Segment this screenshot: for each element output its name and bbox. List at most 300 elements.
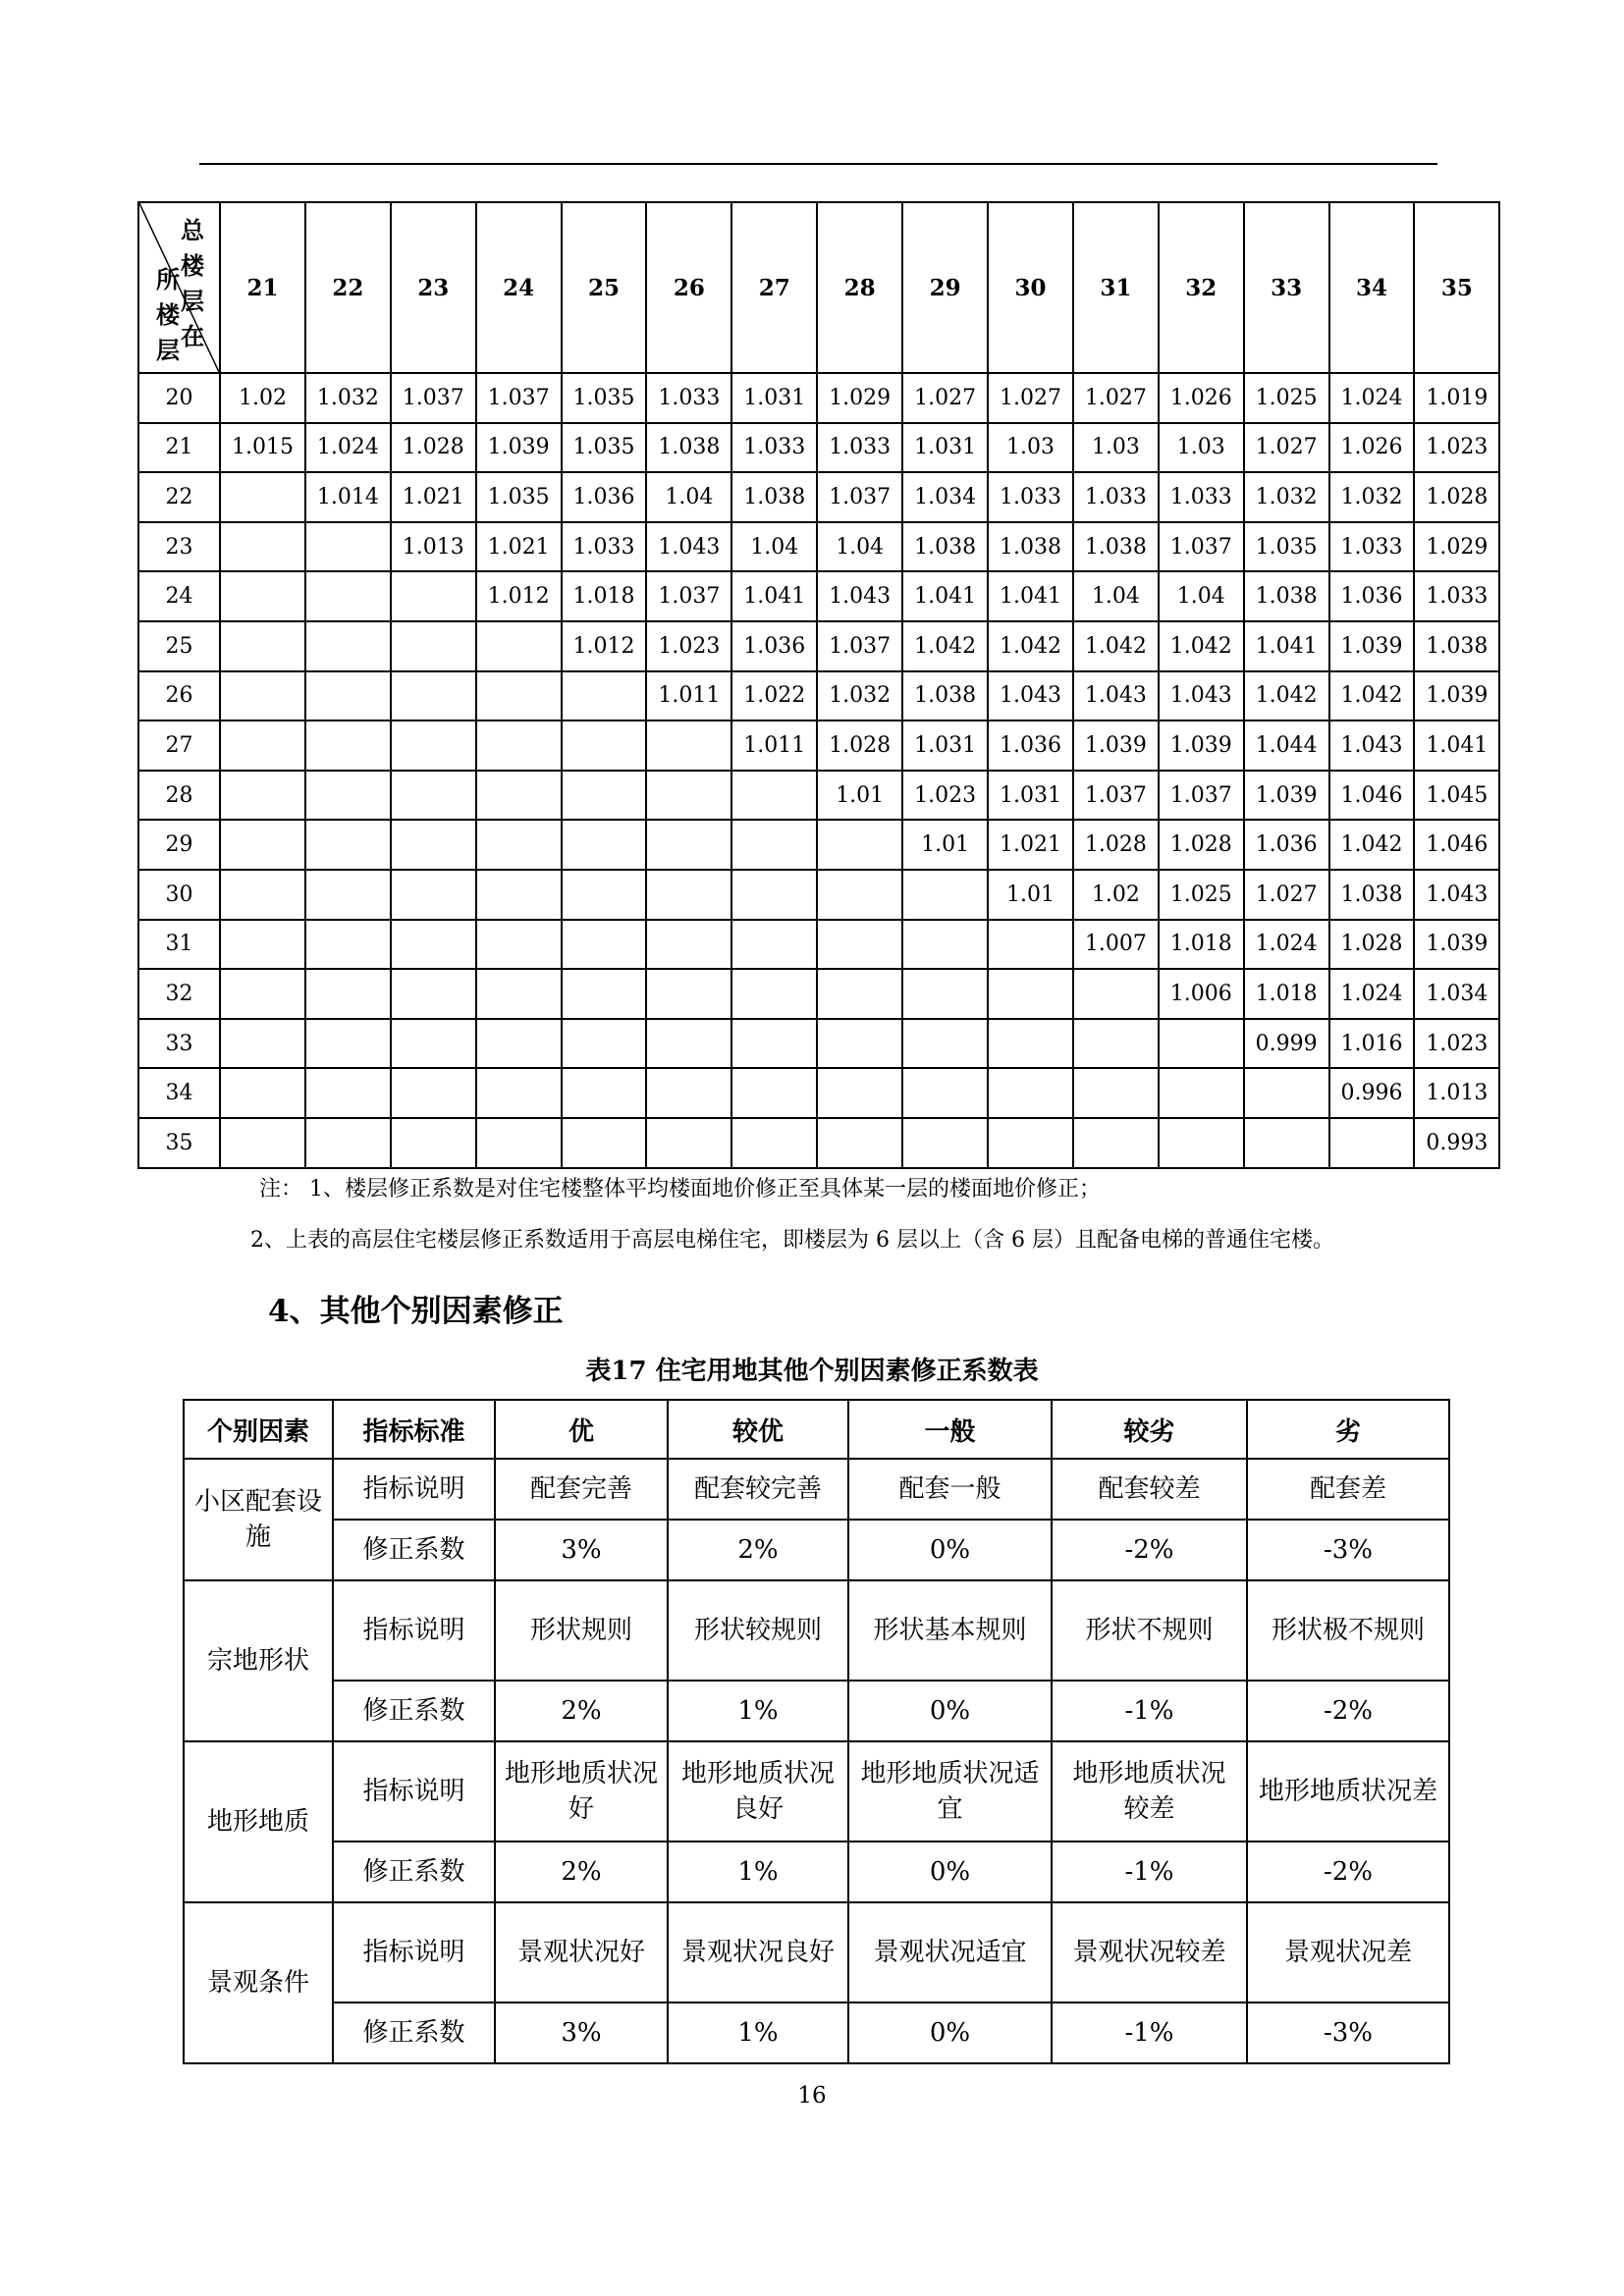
coefficient-cell: 1.02 <box>1073 870 1159 920</box>
coefficient-cell: 1.033 <box>731 423 817 473</box>
coefficient-value: 1% <box>668 1842 848 1902</box>
row-header-floor: 27 <box>138 721 220 771</box>
coefficient-value: -1% <box>1052 1842 1247 1902</box>
floor-table-header-row <box>138 202 1499 373</box>
coefficient-cell <box>562 771 647 821</box>
coefficient-cell: 1.031 <box>988 771 1073 821</box>
coefficient-cell <box>305 522 391 572</box>
coefficient-cell: 1.019 <box>1414 373 1499 423</box>
coefficient-cell: 0.996 <box>1329 1068 1415 1118</box>
coefficient-cell: 1.038 <box>1414 621 1499 671</box>
coefficient-cell <box>988 1019 1073 1069</box>
coefficient-cell <box>305 721 391 771</box>
indicator-description: 地形地质状况差 <box>1247 1741 1449 1842</box>
table-row <box>184 1520 1449 1580</box>
coefficient-cell: 1.025 <box>1244 373 1329 423</box>
coefficient-cell <box>646 721 731 771</box>
indicator-description: 景观状况好 <box>495 1902 668 2002</box>
coefficient-cell: 1.041 <box>731 571 817 621</box>
table-row <box>184 1842 1449 1902</box>
coefficient-cell: 1.036 <box>1244 820 1329 870</box>
coefficient-cell <box>220 820 305 870</box>
coefficient-cell: 1.033 <box>988 472 1073 522</box>
coefficient-cell: 1.04 <box>646 472 731 522</box>
coefficient-cell <box>220 1118 305 1168</box>
coefficient-label: 修正系数 <box>333 2002 495 2063</box>
row-header-floor: 24 <box>138 571 220 621</box>
row-header-floor: 26 <box>138 671 220 721</box>
coefficient-cell: 1.03 <box>1159 423 1244 473</box>
coefficient-cell: 1.035 <box>562 423 647 473</box>
table-row <box>138 870 1499 920</box>
coefficient-cell <box>476 820 562 870</box>
coefficient-cell <box>731 870 817 920</box>
coefficient-cell: 1.021 <box>391 472 476 522</box>
corner-diagonal-cell <box>138 202 220 373</box>
coefficient-cell: 1.038 <box>646 423 731 473</box>
coefficient-cell <box>902 920 988 970</box>
coefficient-cell <box>1244 1118 1329 1168</box>
coefficient-cell <box>817 870 902 920</box>
coefficient-cell: 1.028 <box>391 423 476 473</box>
coefficient-cell: 1.035 <box>476 472 562 522</box>
coefficient-cell: 1.024 <box>1329 969 1415 1019</box>
coefficient-cell: 0.993 <box>1414 1118 1499 1168</box>
coefficient-value: 1% <box>668 1681 848 1741</box>
indicator-description: 地形地质状况好 <box>495 1741 668 1842</box>
note-2: 2、上表的高层住宅楼层修正系数适用于高层电梯住宅，即楼层为 6 层以上（含 6 层）且配备电梯的普通住宅楼。 <box>250 1228 1334 1253</box>
coefficient-cell <box>305 969 391 1019</box>
coefficient-cell <box>562 1019 647 1069</box>
coefficient-cell: 1.026 <box>1329 423 1415 473</box>
coefficient-cell: 1.024 <box>305 423 391 473</box>
coefficient-cell: 1.043 <box>1073 671 1159 721</box>
table-row <box>184 1741 1449 1842</box>
coefficient-value: 3% <box>495 2002 668 2063</box>
coefficient-cell: 1.043 <box>988 671 1073 721</box>
coefficient-cell <box>1159 1118 1244 1168</box>
indicator-description: 景观状况差 <box>1247 1902 1449 2002</box>
coefficient-cell: 1.027 <box>902 373 988 423</box>
coefficient-cell <box>817 969 902 1019</box>
column-header-total-floors: 34 <box>1329 202 1415 373</box>
table-row <box>138 820 1499 870</box>
coefficient-cell <box>731 820 817 870</box>
coefficient-cell: 1.041 <box>988 571 1073 621</box>
coefficient-cell: 1.034 <box>902 472 988 522</box>
table-row <box>138 423 1499 473</box>
coefficient-cell <box>646 870 731 920</box>
coefficient-cell <box>305 1019 391 1069</box>
coefficient-cell <box>1244 1068 1329 1118</box>
coefficient-cell <box>220 621 305 671</box>
coefficient-cell: 1.015 <box>220 423 305 473</box>
coefficient-value: -2% <box>1052 1520 1247 1580</box>
column-header-total-floors: 23 <box>391 202 476 373</box>
coefficient-cell <box>391 1118 476 1168</box>
coefficient-cell: 1.046 <box>1329 771 1415 821</box>
coefficient-cell: 1.028 <box>1329 920 1415 970</box>
coefficient-cell: 1.039 <box>1073 721 1159 771</box>
coefficient-cell: 1.036 <box>988 721 1073 771</box>
coefficient-cell: 1.012 <box>476 571 562 621</box>
coefficient-cell: 1.042 <box>902 621 988 671</box>
coefficient-cell: 1.032 <box>1329 472 1415 522</box>
indicator-description: 景观状况适宜 <box>848 1902 1052 2002</box>
row-header-floor: 35 <box>138 1118 220 1168</box>
coefficient-cell: 1.027 <box>1244 423 1329 473</box>
coefficient-cell: 1.042 <box>1329 820 1415 870</box>
coefficient-cell <box>646 771 731 821</box>
coefficient-cell <box>902 1118 988 1168</box>
coefficient-cell <box>1073 1068 1159 1118</box>
coefficient-value: 2% <box>495 1681 668 1741</box>
coefficient-cell: 1.033 <box>562 522 647 572</box>
coefficient-cell: 1.039 <box>1414 920 1499 970</box>
coefficient-cell: 1.044 <box>1244 721 1329 771</box>
coefficient-cell <box>391 820 476 870</box>
coefficient-cell: 1.038 <box>902 671 988 721</box>
coefficient-cell <box>476 1118 562 1168</box>
table-row <box>138 920 1499 970</box>
coefficient-cell <box>1159 1019 1244 1069</box>
coefficient-cell <box>305 870 391 920</box>
column-header-total-floors: 35 <box>1414 202 1499 373</box>
coefficient-value: 0% <box>848 1681 1052 1741</box>
coefficient-cell <box>646 820 731 870</box>
table-row <box>138 1118 1499 1168</box>
coefficient-cell <box>817 1019 902 1069</box>
coefficient-cell <box>988 1068 1073 1118</box>
header-rule <box>199 163 1437 165</box>
coefficient-value: -2% <box>1247 1842 1449 1902</box>
row-header-floor: 33 <box>138 1019 220 1069</box>
indicator-description: 配套较差 <box>1052 1459 1247 1520</box>
page-number: 16 <box>797 2083 827 2109</box>
coefficient-cell: 1.022 <box>731 671 817 721</box>
indicator-label: 指标说明 <box>333 1459 495 1520</box>
indicator-description: 地形地质状况适宜 <box>848 1741 1052 1842</box>
coefficient-cell <box>305 820 391 870</box>
coefficient-value: 1% <box>668 2002 848 2063</box>
coefficient-cell <box>646 1118 731 1168</box>
coefficient-cell: 0.999 <box>1244 1019 1329 1069</box>
coefficient-cell: 1.033 <box>1159 472 1244 522</box>
coefficient-cell: 1.023 <box>646 621 731 671</box>
column-header-total-floors: 32 <box>1159 202 1244 373</box>
coefficient-value: -1% <box>1052 1681 1247 1741</box>
coefficient-cell: 1.029 <box>1414 522 1499 572</box>
coefficient-cell: 1.021 <box>988 820 1073 870</box>
table-row <box>184 1902 1449 2002</box>
coefficient-cell: 1.016 <box>1329 1019 1415 1069</box>
coefficient-cell <box>988 1118 1073 1168</box>
coefficient-cell <box>391 621 476 671</box>
coefficient-cell <box>220 870 305 920</box>
column-header: 优 <box>495 1400 668 1459</box>
coefficient-cell: 1.039 <box>1414 671 1499 721</box>
coefficient-cell: 1.045 <box>1414 771 1499 821</box>
coefficient-cell: 1.038 <box>1073 522 1159 572</box>
table-row <box>138 621 1499 671</box>
coefficient-cell <box>305 1118 391 1168</box>
coefficient-cell <box>902 1068 988 1118</box>
coefficient-cell <box>731 969 817 1019</box>
coefficient-value: -3% <box>1247 2002 1449 2063</box>
coefficient-cell <box>1073 1118 1159 1168</box>
coefficient-cell <box>562 1118 647 1168</box>
coefficient-cell <box>305 671 391 721</box>
coefficient-cell: 1.028 <box>817 721 902 771</box>
table-row <box>138 1068 1499 1118</box>
coefficient-cell: 1.033 <box>646 373 731 423</box>
coefficient-cell: 1.036 <box>1329 571 1415 621</box>
coefficient-cell <box>391 920 476 970</box>
coefficient-cell <box>220 671 305 721</box>
column-header-total-floors: 29 <box>902 202 988 373</box>
coefficient-cell <box>476 771 562 821</box>
coefficient-value: -1% <box>1052 2002 1247 2063</box>
coefficient-cell <box>731 1118 817 1168</box>
indicator-description: 配套较完善 <box>668 1459 848 1520</box>
row-header-floor: 23 <box>138 522 220 572</box>
coefficient-cell <box>646 969 731 1019</box>
coefficient-value: 3% <box>495 1520 668 1580</box>
coefficient-label: 修正系数 <box>333 1520 495 1580</box>
coefficient-cell: 1.023 <box>1414 423 1499 473</box>
coefficient-cell: 1.036 <box>562 472 647 522</box>
column-header: 较优 <box>668 1400 848 1459</box>
coefficient-cell: 1.034 <box>1414 969 1499 1019</box>
coefficient-cell <box>220 721 305 771</box>
row-header-floor: 30 <box>138 870 220 920</box>
indicator-description: 配套差 <box>1247 1459 1449 1520</box>
coefficient-cell <box>391 771 476 821</box>
coefficient-cell: 1.037 <box>476 373 562 423</box>
coefficient-cell <box>562 920 647 970</box>
coefficient-cell: 1.03 <box>1073 423 1159 473</box>
coefficient-cell: 1.013 <box>1414 1068 1499 1118</box>
coefficient-cell: 1.042 <box>1329 671 1415 721</box>
coefficient-cell: 1.006 <box>1159 969 1244 1019</box>
coefficient-cell: 1.037 <box>1073 771 1159 821</box>
coefficient-cell: 1.031 <box>902 721 988 771</box>
indicator-description: 形状基本规则 <box>848 1580 1052 1681</box>
factor-table-header-row <box>184 1400 1449 1459</box>
coefficient-cell <box>476 1019 562 1069</box>
coefficient-cell <box>562 1068 647 1118</box>
indicator-description: 形状规则 <box>495 1580 668 1681</box>
table-row <box>184 1459 1449 1520</box>
coefficient-cell: 1.037 <box>817 472 902 522</box>
coefficient-cell: 1.033 <box>817 423 902 473</box>
row-header-floor: 28 <box>138 771 220 821</box>
coefficient-cell <box>305 571 391 621</box>
coefficient-cell <box>902 969 988 1019</box>
coefficient-cell: 1.035 <box>562 373 647 423</box>
coefficient-cell <box>562 721 647 771</box>
coefficient-cell: 1.023 <box>1414 1019 1499 1069</box>
table-row <box>138 571 1499 621</box>
coefficient-cell <box>476 671 562 721</box>
coefficient-cell <box>562 870 647 920</box>
coefficient-cell: 1.041 <box>1414 721 1499 771</box>
coefficient-cell: 1.033 <box>1329 522 1415 572</box>
row-header-floor: 29 <box>138 820 220 870</box>
coefficient-cell <box>476 1068 562 1118</box>
column-header-total-floors: 33 <box>1244 202 1329 373</box>
factor-correction-table <box>183 1399 1450 2064</box>
coefficient-cell: 1.032 <box>817 671 902 721</box>
indicator-description: 形状不规则 <box>1052 1580 1247 1681</box>
column-header-total-floors: 25 <box>562 202 647 373</box>
column-header-total-floors: 31 <box>1073 202 1159 373</box>
coefficient-value: 2% <box>668 1520 848 1580</box>
coefficient-cell <box>988 969 1073 1019</box>
coefficient-cell: 1.011 <box>646 671 731 721</box>
coefficient-value: -3% <box>1247 1520 1449 1580</box>
indicator-label: 指标说明 <box>333 1902 495 2002</box>
coefficient-cell <box>391 969 476 1019</box>
coefficient-cell: 1.042 <box>1159 621 1244 671</box>
row-header-floor: 20 <box>138 373 220 423</box>
row-header-floor: 34 <box>138 1068 220 1118</box>
indicator-description: 配套完善 <box>495 1459 668 1520</box>
table-row <box>138 671 1499 721</box>
row-header-floor: 32 <box>138 969 220 1019</box>
coefficient-cell <box>391 870 476 920</box>
coefficient-cell <box>220 1019 305 1069</box>
coefficient-label: 修正系数 <box>333 1842 495 1902</box>
table-row <box>138 522 1499 572</box>
column-header-total-floors: 22 <box>305 202 391 373</box>
coefficient-cell <box>817 820 902 870</box>
coefficient-cell: 1.024 <box>1329 373 1415 423</box>
column-header-total-floors: 24 <box>476 202 562 373</box>
coefficient-cell <box>817 1068 902 1118</box>
corner-label-current-floor: 所 楼层 <box>156 265 180 364</box>
coefficient-cell: 1.01 <box>902 820 988 870</box>
table-row <box>138 771 1499 821</box>
coefficient-cell <box>391 571 476 621</box>
coefficient-cell: 1.018 <box>1244 969 1329 1019</box>
factor-name: 小区配套设施 <box>184 1459 333 1580</box>
coefficient-cell: 1.038 <box>1329 870 1415 920</box>
coefficient-cell <box>220 472 305 522</box>
column-header: 较劣 <box>1052 1400 1247 1459</box>
coefficient-cell <box>220 920 305 970</box>
coefficient-cell <box>220 1068 305 1118</box>
coefficient-cell: 1.012 <box>562 621 647 671</box>
coefficient-cell: 1.046 <box>1414 820 1499 870</box>
coefficient-cell: 1.01 <box>988 870 1073 920</box>
coefficient-value: -2% <box>1247 1681 1449 1741</box>
coefficient-cell: 1.028 <box>1414 472 1499 522</box>
coefficient-cell <box>817 1118 902 1168</box>
coefficient-cell: 1.037 <box>646 571 731 621</box>
coefficient-cell <box>476 969 562 1019</box>
coefficient-cell <box>476 621 562 671</box>
coefficient-cell <box>476 721 562 771</box>
coefficient-cell: 1.039 <box>1159 721 1244 771</box>
coefficient-cell: 1.026 <box>1159 373 1244 423</box>
table-row <box>138 472 1499 522</box>
table-row <box>184 1681 1449 1741</box>
coefficient-cell <box>391 721 476 771</box>
indicator-description: 形状较规则 <box>668 1580 848 1681</box>
coefficient-cell <box>817 920 902 970</box>
coefficient-cell: 1.039 <box>1329 621 1415 671</box>
coefficient-cell: 1.042 <box>1073 621 1159 671</box>
indicator-label: 指标说明 <box>333 1741 495 1842</box>
coefficient-cell: 1.033 <box>1073 472 1159 522</box>
coefficient-cell: 1.036 <box>731 621 817 671</box>
coefficient-cell <box>391 671 476 721</box>
coefficient-cell: 1.024 <box>1244 920 1329 970</box>
coefficient-cell: 1.038 <box>1244 571 1329 621</box>
coefficient-cell: 1.037 <box>391 373 476 423</box>
coefficient-cell <box>220 969 305 1019</box>
coefficient-cell: 1.038 <box>902 522 988 572</box>
coefficient-cell: 1.029 <box>817 373 902 423</box>
coefficient-cell <box>305 1068 391 1118</box>
coefficient-cell: 1.03 <box>988 423 1073 473</box>
coefficient-cell <box>562 969 647 1019</box>
coefficient-cell: 1.032 <box>1244 472 1329 522</box>
coefficient-cell: 1.027 <box>988 373 1073 423</box>
coefficient-cell <box>902 1019 988 1069</box>
coefficient-cell <box>646 1019 731 1069</box>
coefficient-cell <box>646 1068 731 1118</box>
coefficient-value: 0% <box>848 1520 1052 1580</box>
coefficient-cell: 1.038 <box>988 522 1073 572</box>
coefficient-cell: 1.011 <box>731 721 817 771</box>
coefficient-cell <box>305 920 391 970</box>
coefficient-cell: 1.032 <box>305 373 391 423</box>
coefficient-cell <box>731 920 817 970</box>
coefficient-cell: 1.039 <box>1244 771 1329 821</box>
floor-correction-table <box>137 201 1500 1169</box>
coefficient-cell <box>391 1019 476 1069</box>
coefficient-cell: 1.018 <box>1159 920 1244 970</box>
factor-name: 地形地质 <box>184 1741 333 1902</box>
table-row <box>138 373 1499 423</box>
coefficient-cell: 1.04 <box>817 522 902 572</box>
coefficient-cell: 1.02 <box>220 373 305 423</box>
coefficient-cell: 1.042 <box>988 621 1073 671</box>
indicator-description: 地形地质状况良好 <box>668 1741 848 1842</box>
coefficient-cell <box>731 771 817 821</box>
coefficient-cell: 1.04 <box>731 522 817 572</box>
coefficient-cell: 1.018 <box>562 571 647 621</box>
corner-label-total-floors: 总楼 层 在 <box>181 216 204 350</box>
coefficient-cell <box>562 820 647 870</box>
coefficient-cell <box>220 571 305 621</box>
coefficient-cell: 1.037 <box>1159 522 1244 572</box>
coefficient-cell: 1.028 <box>1159 820 1244 870</box>
coefficient-cell: 1.037 <box>817 621 902 671</box>
column-header-total-floors: 27 <box>731 202 817 373</box>
section-title: 4、其他个别因素修正 <box>268 1294 564 1329</box>
coefficient-cell: 1.043 <box>1159 671 1244 721</box>
note-1: 注： 1、楼层修正系数是对住宅楼整体平均楼面地价修正至具体某一层的楼面地价修正； <box>259 1177 1101 1201</box>
coefficient-cell: 1.01 <box>817 771 902 821</box>
table-row <box>138 969 1499 1019</box>
coefficient-cell: 1.038 <box>731 472 817 522</box>
coefficient-cell: 1.031 <box>731 373 817 423</box>
coefficient-cell: 1.043 <box>646 522 731 572</box>
coefficient-cell <box>562 671 647 721</box>
